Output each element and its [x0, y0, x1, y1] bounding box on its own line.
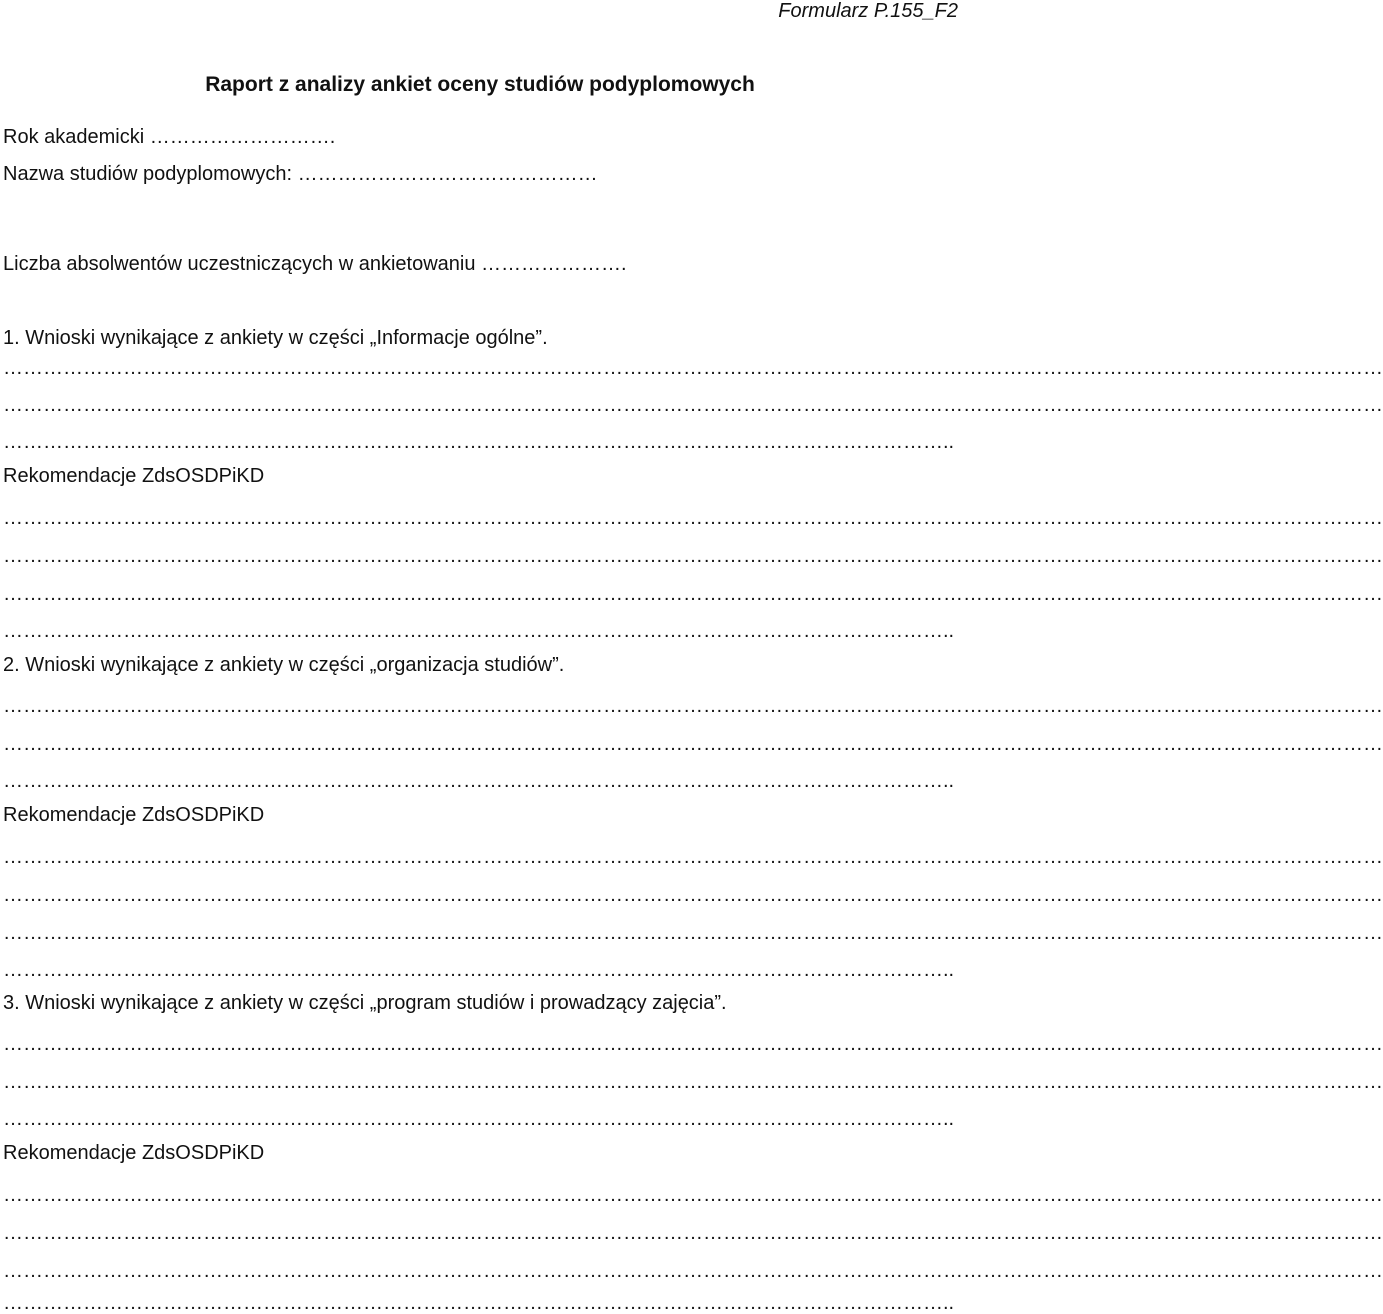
section-1-recommendation: Rekomendacje ZdsOSDPiKD: [3, 465, 265, 487]
answer-line: ………………………………………………………………………………………………………………………………………………………………………………………: [3, 1260, 1383, 1282]
answer-line: ………………………………………………………………………………………………………………………………………………………………………………………: [3, 1222, 1383, 1244]
answer-line: ………………………………………………………………………………………………………………………………………………………………………………………: [3, 733, 1383, 755]
answer-line: ……………………………………………………………………………………………………………………………..: [3, 770, 955, 792]
answer-line: ………………………………………………………………………………………………………………………………………………………………………………………: [3, 357, 1383, 379]
graduates-count-field: Liczba absolwentów uczestniczących w ankietowaniu ………………….: [3, 253, 627, 275]
answer-line: ……………………………………………………………………………………………………………………………..: [3, 959, 955, 981]
answer-line: ……………………………………………………………………………………………………………………………..: [3, 1108, 955, 1130]
section-1-heading: 1. Wnioski wynikające z ankiety w części „Informacje ogólne”.: [3, 327, 548, 349]
answer-line: ………………………………………………………………………………………………………………………………………………………………………………………: [3, 846, 1383, 868]
section-3-recommendation: Rekomendacje ZdsOSDPiKD: [3, 1142, 265, 1164]
program-name-field: Nazwa studiów podyplomowych: ………………………………………: [3, 163, 598, 185]
answer-line: ………………………………………………………………………………………………………………………………………………………………………………………: [3, 1184, 1383, 1206]
answer-line: ………………………………………………………………………………………………………………………………………………………………………………………: [3, 545, 1383, 567]
answer-line: ………………………………………………………………………………………………………………………………………………………………………………………: [3, 1033, 1383, 1055]
section-2-recommendation: Rekomendacje ZdsOSDPiKD: [3, 804, 265, 826]
academic-year-field: Rok akademicki ……………………….: [3, 126, 336, 148]
answer-line: ……………………………………………………………………………………………………………………………..: [3, 431, 955, 453]
answer-line: ………………………………………………………………………………………………………………………………………………………………………………………: [3, 394, 1383, 416]
form-code: Formularz P.155_F2: [778, 0, 958, 22]
answer-line: ………………………………………………………………………………………………………………………………………………………………………………………: [3, 507, 1383, 529]
answer-line: ………………………………………………………………………………………………………………………………………………………………………………………: [3, 884, 1383, 906]
answer-line: ………………………………………………………………………………………………………………………………………………………………………………………: [3, 695, 1383, 717]
section-3-heading: 3. Wnioski wynikające z ankiety w części „program studiów i prowadzący zajęcia”.: [3, 992, 727, 1014]
answer-line: ……………………………………………………………………………………………………………………………..: [3, 1292, 955, 1314]
answer-line: ………………………………………………………………………………………………………………………………………………………………………………………: [3, 583, 1383, 605]
page-title: Raport z analizy ankiet oceny studiów podyplomowych: [205, 73, 755, 96]
answer-line: ……………………………………………………………………………………………………………………………..: [3, 620, 955, 642]
answer-line: ………………………………………………………………………………………………………………………………………………………………………………………: [3, 922, 1383, 944]
section-2-heading: 2. Wnioski wynikające z ankiety w części „organizacja studiów”.: [3, 654, 565, 676]
answer-line: ………………………………………………………………………………………………………………………………………………………………………………………: [3, 1071, 1383, 1093]
